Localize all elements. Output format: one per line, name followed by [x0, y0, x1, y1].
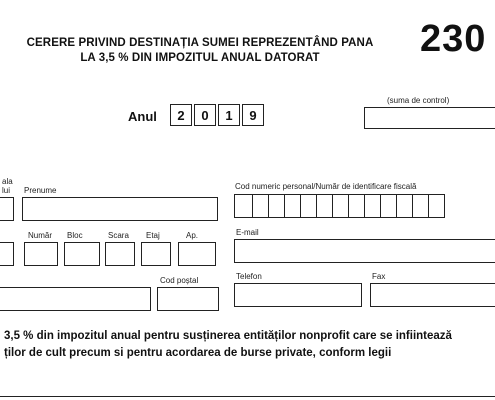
- form-title-line-2: LA 3,5 % DIN IMPOZITUL ANUAL DATORAT: [80, 52, 320, 64]
- last-name-label-fragment-2: lui: [2, 186, 11, 195]
- street-field[interactable]: [0, 242, 14, 266]
- form-title: [0, 36, 400, 66]
- apartment-field[interactable]: [178, 242, 216, 266]
- first-name-label: Prenume: [24, 186, 57, 195]
- cnp-digit-cell[interactable]: [300, 195, 316, 217]
- last-name-field[interactable]: [0, 197, 14, 221]
- email-field[interactable]: [234, 239, 495, 263]
- cnp-digit-cell[interactable]: [380, 195, 396, 217]
- cnp-digit-cell[interactable]: [428, 195, 444, 217]
- cnp-digit-cell[interactable]: [284, 195, 300, 217]
- fax-field[interactable]: [370, 283, 495, 307]
- cnp-digit-cell[interactable]: [332, 195, 348, 217]
- block-label: Bloc: [67, 231, 83, 240]
- stair-field[interactable]: [105, 242, 135, 266]
- floor-label: Etaj: [146, 231, 160, 240]
- cnp-digit-cell[interactable]: [412, 195, 428, 217]
- cnp-digit-cell[interactable]: [348, 195, 364, 217]
- year-digit-4[interactable]: 9: [242, 104, 264, 126]
- year-digit-1[interactable]: 2: [170, 104, 192, 126]
- cnp-field[interactable]: [234, 194, 445, 218]
- first-name-field[interactable]: [22, 197, 218, 221]
- year-digit-2[interactable]: 0: [194, 104, 216, 126]
- purpose-line-2: ților de cult precum si pentru acordarea de burse private, conform legii: [4, 347, 392, 359]
- email-label: E-mail: [236, 228, 259, 237]
- fax-label: Fax: [372, 272, 386, 281]
- apartment-label: Ap.: [186, 231, 199, 240]
- cnp-digit-cell[interactable]: [364, 195, 380, 217]
- block-field[interactable]: [64, 242, 100, 266]
- cnp-digit-cell[interactable]: [396, 195, 412, 217]
- locality-field[interactable]: [0, 287, 151, 311]
- cnp-label: Cod numeric personal/Număr de identificare fiscală: [235, 182, 417, 191]
- purpose-line-1: 3,5 % din impozitul anual pentru susținerea entităților nonprofit care se infiintează: [4, 330, 452, 342]
- cnp-digit-cell[interactable]: [316, 195, 332, 217]
- phone-field[interactable]: [234, 283, 362, 307]
- form-title-line-1: CERERE PRIVIND DESTINAȚIA SUMEI REPREZENTÂND PANA: [26, 37, 374, 49]
- cnp-digit-cell[interactable]: [252, 195, 268, 217]
- year-label: Anul: [128, 109, 157, 124]
- last-name-label-fragment-1: ala: [2, 177, 13, 186]
- control-sum-field[interactable]: [364, 107, 495, 129]
- phone-label: Telefon: [236, 272, 262, 281]
- cnp-digit-cell[interactable]: [268, 195, 284, 217]
- year-digit-3[interactable]: 1: [218, 104, 240, 126]
- cnp-digit-cell[interactable]: [235, 195, 252, 217]
- postal-code-field[interactable]: [157, 287, 219, 311]
- section-divider: [0, 396, 495, 397]
- number-field[interactable]: [24, 242, 58, 266]
- purpose-statement: [4, 328, 452, 362]
- form-number: 230: [420, 18, 487, 60]
- control-sum-label: (suma de control): [387, 96, 450, 105]
- postal-code-label: Cod poștal: [160, 276, 199, 285]
- number-label: Număr: [28, 231, 53, 240]
- floor-field[interactable]: [141, 242, 171, 266]
- stair-label: Scara: [108, 231, 129, 240]
